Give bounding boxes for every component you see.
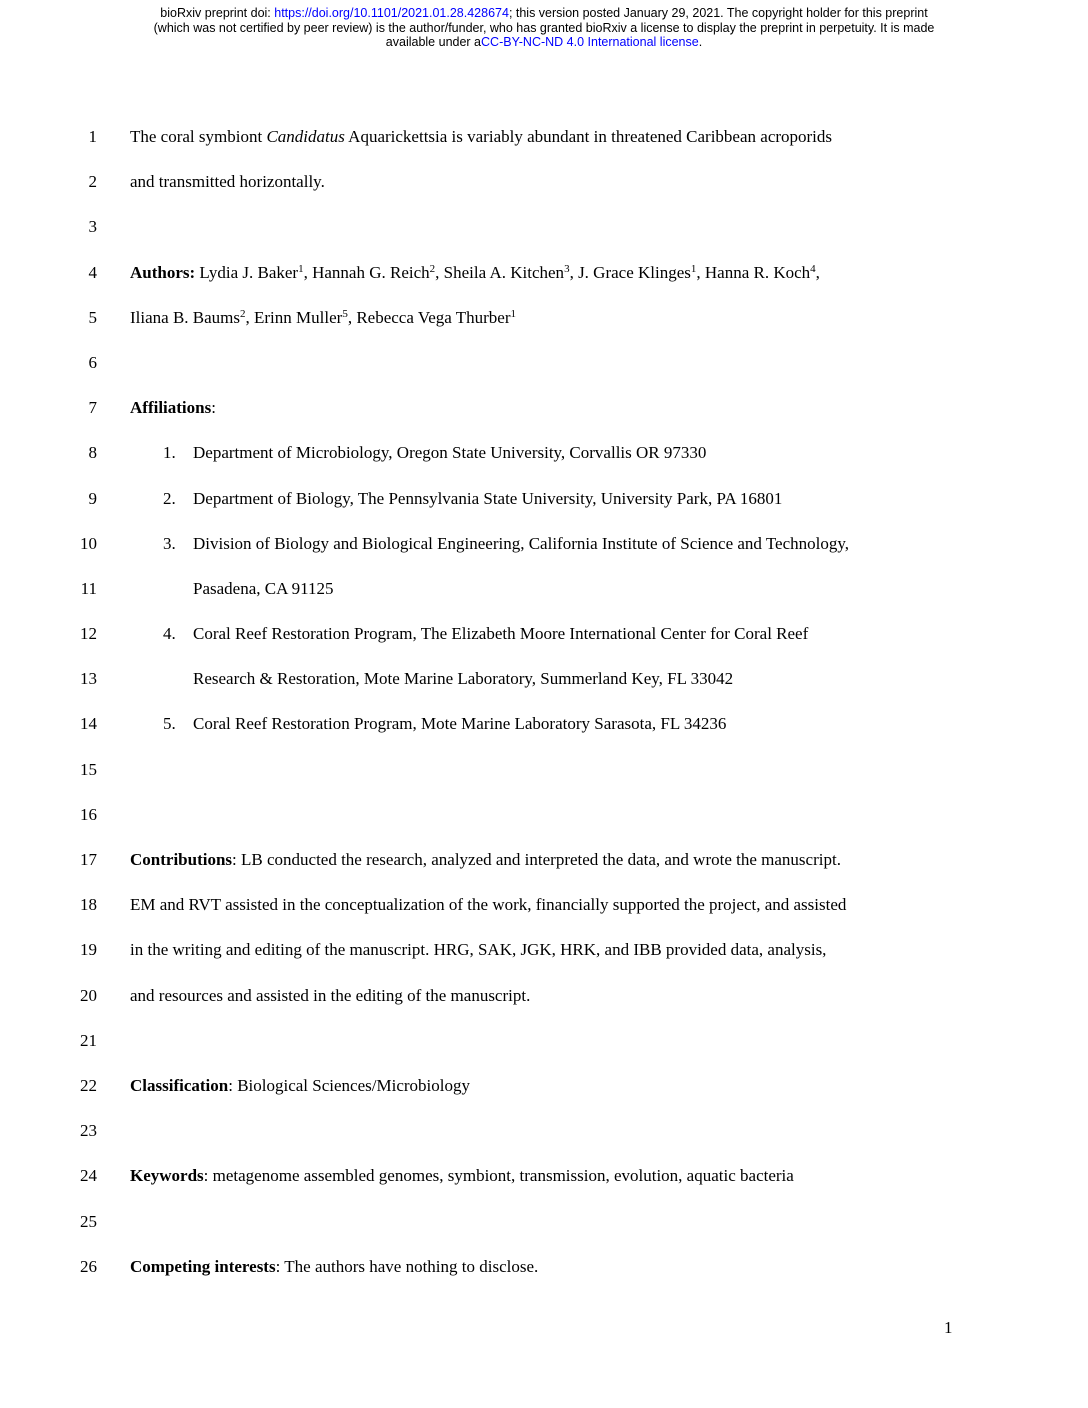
line-number: 2: [88, 172, 97, 192]
manuscript-line: [0, 668, 1088, 713]
text-segment: 1: [510, 307, 516, 320]
manuscript-line: [0, 1075, 1088, 1120]
text-segment: 2: [240, 307, 246, 320]
line-text: [97, 397, 216, 419]
text-segment: Coral Reef Restoration Program, Mote Marine Laboratory Sarasota, FL 34236: [193, 714, 727, 734]
text-segment: 2: [429, 262, 436, 275]
line-number: 10: [80, 533, 97, 553]
text-segment: 5: [342, 307, 348, 320]
line-text: [97, 488, 782, 510]
manuscript-line: [0, 1256, 1088, 1301]
line-number: 25: [80, 1211, 97, 1231]
line-text: [97, 849, 841, 871]
line-text: [97, 713, 726, 735]
manuscript-line: [0, 1030, 1088, 1075]
text-segment: Department of Microbiology, Oregon State University, Corvallis OR 97330: [193, 443, 707, 463]
line-text: [97, 307, 516, 331]
text-segment: Authors:: [130, 262, 196, 282]
text-segment: Competing interests: [130, 1256, 276, 1276]
text-segment: Keywords: [130, 1166, 204, 1186]
line-text: [97, 578, 334, 600]
line-number: 9: [88, 488, 97, 508]
notice-line-3: [0, 35, 1088, 50]
text-segment: Classification: [130, 1075, 229, 1095]
line-number: 23: [80, 1121, 97, 1141]
line-number: 20: [80, 985, 97, 1005]
line-number: 18: [80, 895, 97, 915]
text-segment: EM and RVT assisted in the conceptualization of the work, financially supported the project, and assisted: [130, 895, 847, 915]
text-segment: , Rebecca Vega Thurber: [347, 307, 511, 327]
list-marker: 5.: [163, 714, 176, 734]
manuscript-line: [0, 713, 1088, 758]
line-text: [97, 894, 846, 916]
text-segment: and transmitted horizontally.: [130, 172, 325, 192]
line-text: [97, 442, 706, 464]
text-segment: : LB conducted the research, analyzed and interpreted the data, and wrote the manuscript.: [232, 850, 841, 869]
line-text: [97, 533, 849, 555]
text-segment: Affiliations: [130, 398, 212, 418]
line-text: [97, 171, 325, 193]
notice-line-1: [0, 6, 1088, 21]
license-link[interactable]: CC-BY-NC-ND 4.0 International license: [481, 35, 699, 50]
text-segment: Department of Biology, The Pennsylvania State University, University Park, PA 16801: [193, 488, 783, 508]
notice-text: ; this version posted January 29, 2021. The copyright holder for this preprint: [508, 6, 928, 20]
page-number: 1: [944, 1318, 953, 1337]
line-number: 17: [80, 850, 97, 869]
list-marker: 4.: [163, 624, 176, 644]
line-number: 21: [80, 1030, 97, 1050]
manuscript-line: [0, 1211, 1088, 1256]
notice-text: (which was not certified by peer review) is the author/funder, who has granted bioRxiv a license to display the preprint in perpetuity. It is made: [153, 20, 935, 35]
manuscript-line: [0, 352, 1088, 397]
line-number: 4: [88, 262, 97, 282]
list-marker: 2.: [163, 488, 176, 508]
line-text: [97, 668, 733, 690]
text-segment: in the writing and editing of the manuscript. HRG, SAK, JGK, HRK, and IBB provided data, analysis,: [130, 940, 827, 960]
text-segment: ,: [815, 262, 820, 282]
line-text: [97, 1075, 470, 1097]
text-segment: and resources and assisted in the editing of the manuscript.: [130, 985, 531, 1005]
line-number: 6: [88, 352, 97, 372]
line-text: [97, 1256, 538, 1278]
list-marker: 3.: [163, 533, 176, 553]
manuscript-line: [0, 1165, 1088, 1210]
line-number: 5: [88, 307, 97, 327]
line-number: 26: [80, 1256, 97, 1276]
text-segment: Lydia J. Baker: [195, 262, 299, 282]
text-segment: :: [211, 398, 216, 418]
line-number: 22: [80, 1075, 97, 1095]
text-segment: : metagenome assembled genomes, symbiont, transmission, evolution, aquatic bacteria: [203, 1166, 794, 1186]
text-segment: 1: [690, 262, 697, 275]
text-segment: Research & Restoration, Mote Marine Laboratory, Summerland Key, FL 33042: [193, 669, 734, 689]
notice-text: bioRxiv preprint doi:: [160, 6, 275, 20]
manuscript-line: [0, 488, 1088, 533]
text-segment: Coral Reef Restoration Program, The Elizabeth Moore International Center for Coral Reef: [193, 624, 809, 644]
list-marker: 1.: [163, 443, 176, 463]
doi-link[interactable]: https://doi.org/10.1101/2021.01.28.428674: [274, 6, 509, 20]
manuscript-line: [0, 126, 1088, 171]
line-text: [97, 939, 826, 961]
text-segment: Candidatus: [266, 127, 345, 146]
manuscript-lines: [0, 126, 1088, 1301]
manuscript-line: [0, 939, 1088, 984]
manuscript-line: [0, 623, 1088, 668]
manuscript-line: [0, 894, 1088, 939]
notice-line-2: [0, 21, 1088, 36]
manuscript-line: [0, 804, 1088, 849]
line-text: [97, 126, 832, 148]
manuscript-line: [0, 1120, 1088, 1165]
line-number: 1: [88, 127, 97, 146]
text-segment: Aquarickettsia is variably abundant in threatened Caribbean acroporids: [344, 127, 833, 146]
text-segment: Division of Biology and Biological Engineering, California Institute of Science and Technology,: [193, 533, 850, 553]
text-segment: , Erinn Muller: [245, 307, 343, 327]
line-number: 7: [88, 398, 97, 418]
text-segment: , J. Grace Klinges: [569, 262, 691, 282]
manuscript-line: [0, 262, 1088, 307]
line-text: [97, 623, 808, 645]
line-number: 3: [88, 217, 97, 237]
manuscript-line: [0, 849, 1088, 894]
manuscript-line: [0, 759, 1088, 804]
manuscript-line: [0, 533, 1088, 578]
manuscript-line: [0, 985, 1088, 1030]
line-number: 13: [80, 669, 97, 689]
manuscript-line: [0, 216, 1088, 261]
line-text: [97, 262, 820, 286]
line-number: 16: [80, 804, 97, 824]
text-segment: : Biological Sciences/Microbiology: [228, 1075, 470, 1095]
line-number: 8: [88, 443, 97, 463]
text-segment: , Hannah G. Reich: [303, 262, 430, 282]
text-segment: Iliana B. Baums: [130, 307, 241, 327]
line-number: 19: [80, 940, 97, 960]
manuscript-line: [0, 442, 1088, 487]
manuscript-line: [0, 578, 1088, 623]
text-segment: Pasadena, CA 91125: [193, 578, 334, 598]
notice-text: .: [698, 35, 703, 50]
manuscript-line: [0, 307, 1088, 352]
text-segment: : The authors have nothing to disclose.: [275, 1256, 539, 1276]
manuscript-line: [0, 171, 1088, 216]
line-text: [97, 1165, 794, 1187]
biorxiv-notice: [0, 6, 1088, 50]
text-segment: 3: [564, 262, 570, 275]
line-text: [97, 985, 530, 1007]
text-segment: , Sheila A. Kitchen: [435, 262, 565, 282]
text-segment: 4: [810, 262, 816, 275]
text-segment: , Hanna R. Koch: [696, 262, 811, 282]
text-segment: 1: [298, 262, 304, 275]
text-segment: Contributions: [130, 850, 233, 869]
line-number: 12: [80, 624, 97, 644]
line-number: 11: [80, 578, 97, 598]
line-number: 14: [80, 714, 97, 734]
line-number: 24: [80, 1166, 97, 1186]
manuscript-line: [0, 397, 1088, 442]
line-number: 15: [80, 759, 97, 779]
notice-text: available under a: [385, 35, 482, 50]
text-segment: The coral symbiont: [130, 127, 267, 146]
